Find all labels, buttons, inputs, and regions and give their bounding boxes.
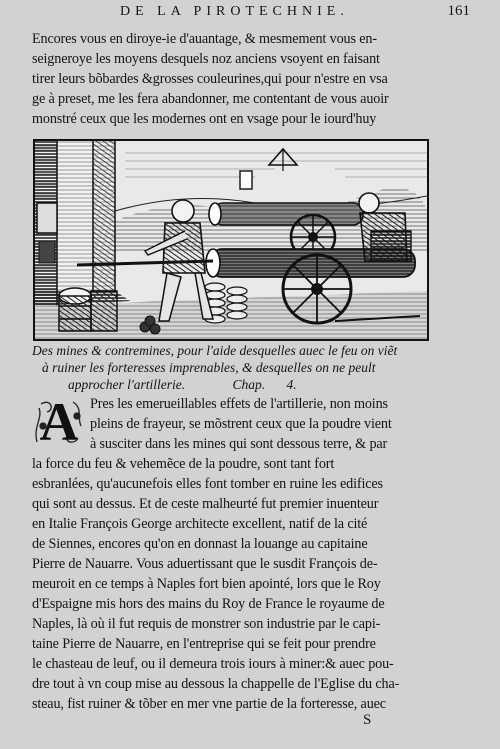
- woodcut-illustration: [33, 139, 429, 341]
- text-line: Encores vous en diroye-ie d'auantage, & mesmement vous en-: [32, 31, 377, 47]
- text-line: seigneroye les moyens desquels noz anciens vsoyent en faisant: [32, 51, 380, 67]
- text-line: dre tout à vn coup mise au dessous la chappelle de l'Eglise du cha-: [32, 676, 400, 692]
- figure-caption-line-2: à ruiner les forteresses imprenables, & desquelles on ne peult: [42, 360, 376, 375]
- running-head: [30, 4, 470, 22]
- running-title: DE LA PIROTECHNIE.: [120, 4, 349, 19]
- text-line: meuroit en ce temps à Naples fort bien apointé, lors que le Roy: [32, 576, 381, 592]
- text-line: steau, fist ruiner & tõber en mer vne partie de la forteresse, auec: [32, 696, 386, 712]
- text-line: Pierre de Nauarre. Vous aduertissant que le susdit François de-: [32, 556, 378, 572]
- decorated-initial: [33, 392, 85, 452]
- figure-caption-line-1: Des mines & contremines, pour l'aide desquelles auec le feu on viẽt: [32, 343, 398, 358]
- chapter-label: Chap.: [232, 377, 266, 392]
- figure-caption-line-3: [68, 376, 468, 393]
- initial-letter: A: [39, 392, 79, 452]
- text-line: tirer leurs bõbardes &grosses couleurines,qui pour n'estre en vsa: [32, 71, 388, 87]
- text-line: d'Espaigne mis hors des mains du Roy de France le royaume de: [32, 596, 385, 612]
- text-line: le chasteau de leuf, ou il demeura trois iours à miner:& auec pou-: [32, 656, 394, 672]
- artillery-woodcut-image: [35, 141, 427, 339]
- text-line: qui sont au dessus. Et de ceste malheurté fut premier inuenteur: [32, 496, 379, 512]
- text-line: ge à preset, me les fera abandonner, me contentant de vous auoir: [32, 91, 389, 107]
- text-line: en Italie François George architecte excellent, natif de la cité: [32, 516, 368, 532]
- text-line: esbranlées, qu'aucunefois elles font tomber en ruine les edifices: [32, 476, 383, 492]
- chapter-number: 4.: [286, 377, 297, 392]
- text-line: à susciter dans les mines qui sont dessous terre, & par: [90, 436, 388, 452]
- text-line: Naples, là où il fut requis de monstrer son industrie par le capi-: [32, 616, 381, 632]
- text-line: la force du feu & vehemẽce de la poudre, sont tant fort: [32, 456, 335, 472]
- signature-mark: S: [363, 712, 372, 728]
- page-number: 161: [447, 3, 470, 19]
- text-line: taine Pierre de Nauarre, en l'entreprise qui se feit pour prendre: [32, 636, 376, 652]
- text-line: pleins de frayeur, se mõstrent ceux que la poudre vient: [90, 416, 392, 432]
- caption-text: approcher l'artillerie.: [68, 377, 186, 392]
- text-line: Pres les emerueillables effets de l'artillerie, non moins: [90, 396, 388, 412]
- text-line: monstré ceux que les modernes ont en vsage pour le iourd'huy: [32, 111, 377, 127]
- text-line: de Siennes, encores qu'on en donnast la louange au capitaine: [32, 536, 368, 552]
